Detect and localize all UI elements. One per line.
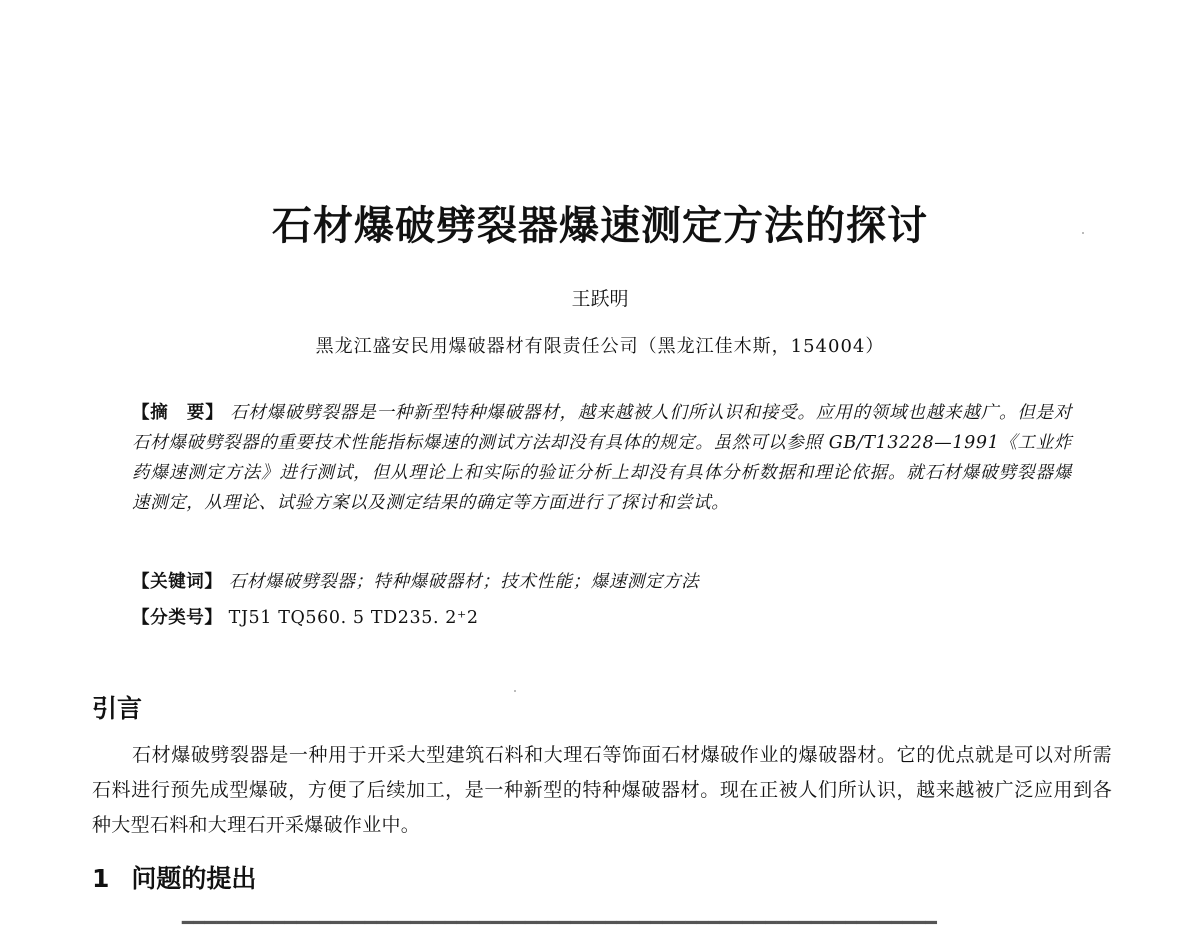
scan-speck	[1082, 232, 1084, 234]
keywords-row	[132, 568, 1072, 596]
abstract-text: 石材爆破劈裂器是一种新型特种爆破器材，越来越被人们所认识和接受。应用的领域也越来越广。但是对石材爆破劈裂器的重要技术性能指标爆速的测试方法却没有具体的规定。虽然可以参照 GB/T13228—1991《工业炸药爆速测定方法》进行测试，但从理论上和实际的验证分析上却没有具体分析数据和理论依据。就石材爆破劈裂器爆速测定，从理论、试验方案以及测定结果的确定等方面进行了探讨和尝试。	[132, 403, 1072, 513]
classification-text: TJ51 TQ560. 5 TD235. 2⁺2	[228, 608, 479, 628]
classification-label: 【分类号】	[132, 608, 223, 628]
cropped-text-line: ━━━━━━━━━━━━━━━━━━━━━━━━━━━━━━━━━━━━━━━━━━━━━━━━━━━━━━━━━━━━━━━━━━	[182, 912, 937, 934]
scan-speck	[514, 690, 516, 692]
section-heading-intro: 引言	[92, 694, 143, 723]
section-number: 1	[92, 864, 110, 893]
section-title: 问题的提出	[131, 864, 257, 893]
paper-title: 石材爆破劈裂器爆速测定方法的探讨	[272, 202, 928, 249]
abstract-block	[132, 398, 1072, 518]
classification-row	[132, 604, 1072, 632]
keywords-text: 石材爆破劈裂器；特种爆破器材；技术性能；爆速测定方法	[228, 572, 700, 592]
abstract-label: 【摘 要】	[132, 403, 224, 423]
section-heading-1	[92, 862, 256, 896]
intro-paragraph: 石材爆破劈裂器是一种用于开采大型建筑石料和大理石等饰面石材爆破作业的爆破器材。它的优点就是可以对所需石料进行预先成型爆破，方便了后续加工，是一种新型的特种爆破器材。现在正被人们所认识，越来越被广泛应用到各种大型石料和大理石开采爆破作业中。	[92, 744, 1112, 836]
keywords-label: 【关键词】	[132, 572, 223, 592]
author-affiliation: 黑龙江盛安民用爆破器材有限责任公司（黑龙江佳木斯，154004）	[315, 336, 885, 357]
author-name: 王跃明	[571, 288, 629, 310]
